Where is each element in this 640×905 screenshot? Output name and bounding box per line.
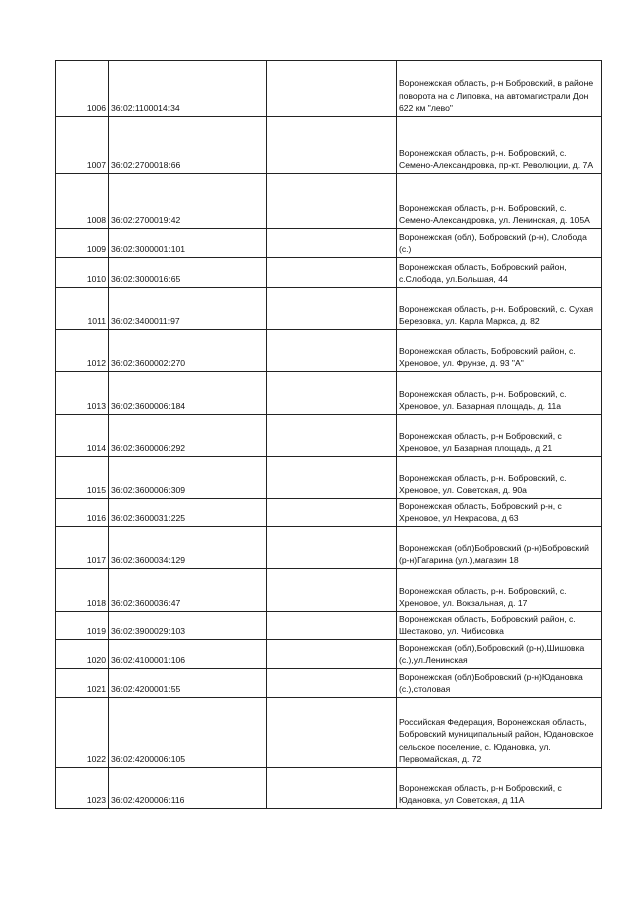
address-cell: Воронежская область, р-н Бобровский, с Хреновое, ул Базарная площадь, д 21 (397, 415, 602, 457)
cadastral-number: 36:02:3600031:225 (109, 499, 267, 527)
address-cell: Воронежская область, р-н. Бобровский, с. Семено-Александровка, пр-кт. Революции, д. 7А (397, 117, 602, 174)
row-number: 1009 (56, 229, 109, 258)
cadastral-number: 36:02:3900029:103 (109, 612, 267, 640)
empty-cell (267, 372, 397, 415)
address-cell: Воронежская область, р-н Бобровский, с Юдановка, ул Советская, д 11А (397, 768, 602, 809)
row-number: 1010 (56, 258, 109, 288)
cadastral-number: 36:02:1100014:34 (109, 61, 267, 117)
empty-cell (267, 569, 397, 612)
cadastral-number: 36:02:3600006:184 (109, 372, 267, 415)
row-number: 1011 (56, 288, 109, 330)
address-cell: Воронежская область, р-н. Бобровский, с. Хреновое, ул. Вокзальная, д. 17 (397, 569, 602, 612)
row-number: 1018 (56, 569, 109, 612)
table-row (56, 527, 602, 569)
empty-cell (267, 698, 397, 768)
table-row (56, 669, 602, 698)
registry-table (55, 60, 602, 809)
cadastral-number: 36:02:3600034:129 (109, 527, 267, 569)
address-cell: Воронежская (обл), Бобровский (р-н), Слобода (с.) (397, 229, 602, 258)
empty-cell (267, 527, 397, 569)
row-number: 1017 (56, 527, 109, 569)
empty-cell (267, 61, 397, 117)
row-number: 1019 (56, 612, 109, 640)
cadastral-number: 36:02:3600006:309 (109, 457, 267, 499)
table-row (56, 61, 602, 117)
table-row (56, 174, 602, 229)
empty-cell (267, 415, 397, 457)
cadastral-number: 36:02:4200006:105 (109, 698, 267, 768)
empty-cell (267, 612, 397, 640)
table-row (56, 372, 602, 415)
row-number: 1012 (56, 330, 109, 372)
address-cell: Воронежская область, Бобровский р-н, с Хреновое, ул Некрасова, д 63 (397, 499, 602, 527)
cadastral-number: 36:02:2700019:42 (109, 174, 267, 229)
address-cell: Воронежская область, р-н. Бобровский, с. Хреновое, ул. Базарная площадь, д. 11а (397, 372, 602, 415)
table-row (56, 569, 602, 612)
empty-cell (267, 330, 397, 372)
empty-cell (267, 288, 397, 330)
address-cell: Российская Федерация, Воронежская область, Бобровский муниципальный район, Юдановское сельское поселение, с. Юдановка, ул. Первомайская, д. 72 (397, 698, 602, 768)
empty-cell (267, 229, 397, 258)
table-row (56, 457, 602, 499)
address-cell: Воронежская область, Бобровский район, с. Хреновое, ул. Фрунзе, д. 93 "А" (397, 330, 602, 372)
cadastral-number: 36:02:3400011:97 (109, 288, 267, 330)
row-number: 1022 (56, 698, 109, 768)
empty-cell (267, 457, 397, 499)
row-number: 1020 (56, 640, 109, 669)
empty-cell (267, 669, 397, 698)
address-cell: Воронежская (обл)Бобровский (р-н)Юдановка (с.),столовая (397, 669, 602, 698)
table-row (56, 499, 602, 527)
table-row (56, 330, 602, 372)
table-row (56, 768, 602, 809)
table-row (56, 698, 602, 768)
cadastral-number: 36:02:2700018:66 (109, 117, 267, 174)
empty-cell (267, 640, 397, 669)
cadastral-number: 36:02:3000001:101 (109, 229, 267, 258)
empty-cell (267, 499, 397, 527)
empty-cell (267, 768, 397, 809)
address-cell: Воронежская область, р-н. Бобровский, с. Семено-Александровка, ул. Ленинская, д. 105А (397, 174, 602, 229)
cadastral-number: 36:02:3000016:65 (109, 258, 267, 288)
row-number: 1008 (56, 174, 109, 229)
row-number: 1013 (56, 372, 109, 415)
table-row (56, 288, 602, 330)
cadastral-number: 36:02:4200006:116 (109, 768, 267, 809)
table-row (56, 117, 602, 174)
row-number: 1007 (56, 117, 109, 174)
empty-cell (267, 117, 397, 174)
table-row (56, 640, 602, 669)
document-page (55, 60, 594, 809)
row-number: 1006 (56, 61, 109, 117)
row-number: 1016 (56, 499, 109, 527)
row-number: 1015 (56, 457, 109, 499)
cadastral-number: 36:02:4100001:106 (109, 640, 267, 669)
cadastral-number: 36:02:3600002:270 (109, 330, 267, 372)
row-number: 1021 (56, 669, 109, 698)
address-cell: Воронежская область, р-н. Бобровский, с. Сухая Березовка, ул. Карла Маркса, д. 82 (397, 288, 602, 330)
row-number: 1014 (56, 415, 109, 457)
address-cell: Воронежская область, Бобровский район, с.Слобода, ул.Большая, 44 (397, 258, 602, 288)
cadastral-number: 36:02:4200001:55 (109, 669, 267, 698)
empty-cell (267, 174, 397, 229)
table-row (56, 612, 602, 640)
cadastral-number: 36:02:3600036:47 (109, 569, 267, 612)
empty-cell (267, 258, 397, 288)
address-cell: Воронежская область, р-н Бобровский, в районе поворота на с Липовка, на автомагистрали Дон 622 км "лево" (397, 61, 602, 117)
address-cell: Воронежская область, Бобровский район, с. Шестаково, ул. Чибисовка (397, 612, 602, 640)
row-number: 1023 (56, 768, 109, 809)
address-cell: Воронежская (обл),Бобровский (р-н),Шишовка (с.),ул.Ленинская (397, 640, 602, 669)
address-cell: Воронежская (обл)Бобровский (р-н)Бобровский (р-н)Гагарина (ул.),магазин 18 (397, 527, 602, 569)
table-row (56, 258, 602, 288)
table-row (56, 229, 602, 258)
table-row (56, 415, 602, 457)
cadastral-number: 36:02:3600006:292 (109, 415, 267, 457)
address-cell: Воронежская область, р-н. Бобровский, с. Хреновое, ул. Советская, д. 90а (397, 457, 602, 499)
